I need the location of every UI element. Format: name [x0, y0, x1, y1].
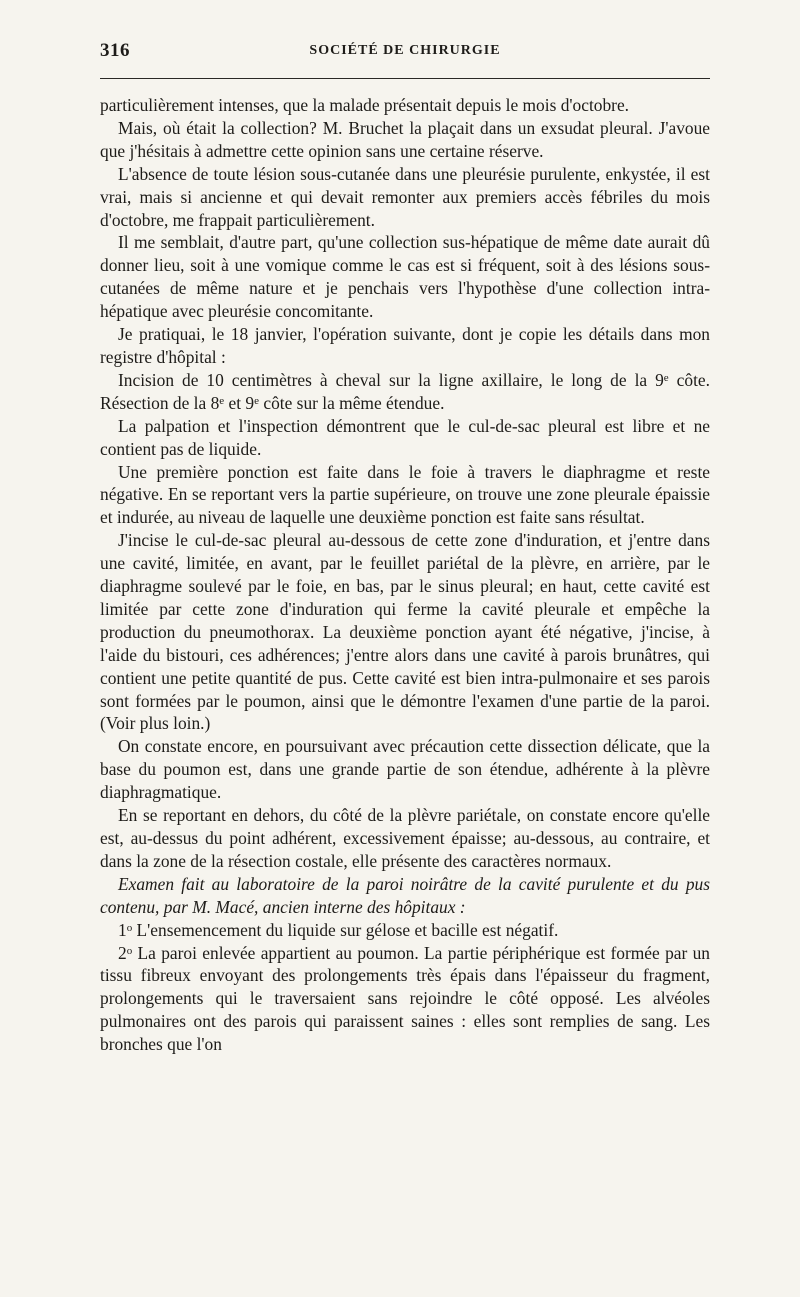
lab-exam-heading: Examen fait au laboratoire de la paroi noirâtre de la cavité purulente et du pus contenu, par M. Macé, ancien interne des hôpitaux : — [100, 873, 710, 917]
paragraph: Il me semblait, d'autre part, qu'une collection sus-hépatique de même date aurait dû donner lieu, soit à une vomique comme le cas est si fréquent, soit à des lésions sous-cutanées de même nature et je penchais vers l'hypothèse d'une collection intra-hépatique avec pleurésie concomitante. — [100, 232, 710, 322]
paragraph: On constate encore, en poursuivant avec précaution cette dissection délicate, que la base du poumon est, dans une grande partie de son étendue, adhérente à la plèvre diaphragmatique. — [100, 736, 710, 803]
paragraph: En se reportant en dehors, du côté de la plèvre pariétale, on constate encore qu'elle est, au-dessus du point adhérent, excessivement épaisse; au-dessous, au contraire, et dans la zone de la résection costale, elle présente des caractères normaux. — [100, 805, 710, 871]
page-header — [100, 40, 710, 70]
header-rule — [100, 78, 710, 79]
body-text — [100, 94, 710, 1056]
paragraph: J'incise le cul-de-sac pleural au-dessous de cette zone d'induration, et j'entre dans une cavité, limitée, en avant, par le feuillet pariétal de la plèvre, en arrière, par le diaphragme soulevé par le foie, en bas, par le sinus pleural; en haut, cette cavité est limitée par cette zone d'induration qui ferme la cavité pleurale et empêche la production du pneumothorax. La deuxième ponction ayant été négative, j'incise, à l'aide du bistouri, ces adhérences; j'entre alors dans une cavité à parois brunâtres, qui contient une petite quantité de pus. Cette cavité est bien intra-pulmonaire et ses parois sont formées par le poumon, ainsi que le démontre l'examen d'une partie de la paroi. (Voir plus loin.) — [100, 530, 710, 734]
paragraph: La palpation et l'inspection démontrent que le cul-de-sac pleural est libre et ne contient pas de liquide. — [100, 415, 710, 459]
running-title: SOCIÉTÉ DE CHIRURGIE — [309, 43, 501, 58]
paragraph: particulièrement intenses, que la malade présentait depuis le mois d'octobre. — [100, 95, 630, 115]
numbered-item-2: 2$^o$ La paroi enlevée appartient au poumon. La partie périphérique est formée par un tissu fibreux envoyant des prolongements très épais dans l'épaisseur du fragment, prolongements qui le traversaient sans rejoindre le côté opposé. Les alvéoles pulmonaires ont des parois qui paraissent saines : elles sont remplies de sang. Les bronches que l'on — [100, 942, 710, 1055]
paragraph: Je pratiquai, le 18 janvier, l'opération suivante, dont je copie les détails dans mon registre d'hôpital : — [100, 324, 710, 367]
paragraph-incision: Incision de 10 centimètres à cheval sur la ligne axillaire, le long de la 9e côte. Résection de la 8e et 9e côte sur la même étendue. — [100, 369, 710, 413]
numbered-item-1: 1$^o$ L'ensemencement du liquide sur gélose et bacille est négatif. — [118, 919, 559, 940]
paragraph: L'absence de toute lésion sous-cutanée dans une pleurésie purulente, enkystée, il est vrai, mais si ancienne et qui devait remonter aux premiers accès fébriles du mois d'octobre, me frappait particulièrement. — [100, 163, 710, 230]
paragraph: Mais, où était la collection? M. Bruchet la plaçait dans un exsudat pleural. J'avoue que j'hésitais à admettre cette opinion sans une certaine réserve. — [100, 117, 710, 161]
page-number: 316 — [100, 40, 130, 61]
paragraph: Une première ponction est faite dans le foie à travers le diaphragme et reste négative. En se reportant vers la partie supérieure, on trouve une zone pleurale épaissie et indurée, au niveau de laquelle une deuxième ponction est faite sans résultat. — [100, 461, 710, 528]
